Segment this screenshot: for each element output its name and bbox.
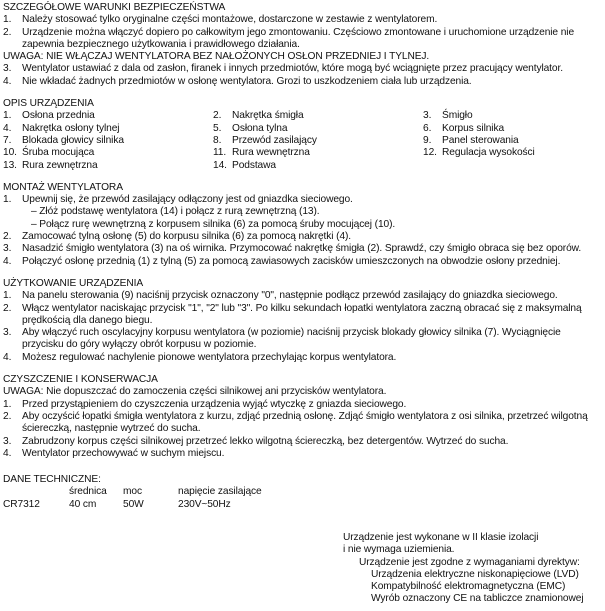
- safety-section-title: SZCZEGÓŁOWE WARUNKI BEZPIECZEŃSTWA: [3, 2, 226, 13]
- part-item: 5. Osłona tylna: [213, 122, 288, 134]
- tech-data-table: [3, 486, 603, 511]
- assembly-list: [3, 194, 603, 268]
- list-item: 2. Zamocować tylną osłonę (5) do korpusu silnika (6) za pomocą nakrętki (4).: [3, 231, 352, 243]
- list-item: 4. Wentylator przechowywać w suchym miejscu.: [3, 447, 225, 459]
- part-item: 9. Panel sterowania: [423, 134, 519, 146]
- directive-lvd: Urządzenia elektryczne niskonapięciowe (LVD): [371, 568, 579, 580]
- list-item: 1. Na panelu sterowania (9) naciśnij przycisk oznaczony "0", następnie podłącz przewód zasilający do gniazdka sieciowego.: [3, 290, 558, 302]
- part-item: 6. Korpus silnika: [423, 122, 505, 134]
- list-item-continuation: zapewnia bezpiecznego użytkowania i prawidłowego działania.: [22, 38, 300, 50]
- directive-emc: Kompatybilność elektromagnetyczna (EMC): [371, 581, 566, 593]
- table-row: [3, 499, 603, 511]
- part-item: 13. Rura zewnętrzna: [3, 159, 98, 171]
- voltage-value: 230V~50Hz: [178, 498, 231, 510]
- header-power: moc: [123, 486, 142, 498]
- grounding-text: i nie wymaga uziemienia.: [343, 544, 455, 556]
- parts-list: [3, 110, 603, 171]
- assembly-substep: – Połącz rurę wewnętrzną z korpusem silnika (6) za pomocą śruby mocującej (10).: [31, 218, 396, 230]
- list-item: 3. Aby włączyć ruch oscylacyjny korpusu wentylatora (w poziomie) naciśnij przycisk blokady głowicy silnika (7). Wyciągnięcie: [3, 327, 561, 339]
- description-section-title: OPIS URZĄDZENIA: [3, 98, 94, 110]
- tech-data-header: [3, 486, 603, 498]
- instruction-page: [3, 2, 603, 511]
- part-item: 12. Regulacja wysokości: [423, 147, 535, 159]
- safety-list: [3, 14, 603, 88]
- part-item: 4. Nakrętka osłony tylnej: [3, 122, 120, 134]
- conformity-note: [343, 532, 605, 606]
- list-item: 2. Urządzenie można włączyć dopiero po całkowitym jego zmontowaniu. Częściowo zmontowane i uruchomione urządzenie nie: [3, 26, 575, 38]
- insulation-class-text: Urządzenie jest wykonane w II klasie izolacji: [343, 532, 539, 543]
- list-item: 3. Nasadzić śmigło wentylatora (3) na oś wirnika. Przymocować nakrętkę śmigła (2). Sprawdź, czy śmigło obraca się bez oporów.: [3, 243, 582, 255]
- list-item: 3. Wentylator ustawiać z dala od zasłon, firanek i innych przedmiotów, które mogą być wciągnięte przez pracujący wentylator.: [3, 63, 563, 75]
- part-item: 11. Rura wewnętrzna: [213, 147, 310, 159]
- header-diameter: średnica: [69, 486, 107, 498]
- part-item: 14. Podstawa: [213, 159, 276, 171]
- part-item: 2. Nakrętka śmigła: [213, 110, 304, 122]
- list-item: 4. Nie wkładać żadnych przedmiotów w osłonę wentylatora. Grozi to uszkodzeniem ciała lub urządzenia.: [3, 75, 472, 87]
- header-voltage: napięcie zasilające: [178, 486, 262, 498]
- usage-list: [3, 290, 603, 364]
- assembly-section-title: MONTAŻ WENTYLATORA: [3, 181, 123, 193]
- cleaning-warning: UWAGA: Nie dopuszczać do zamoczenia części silnikowej ani przycisków wentylatora.: [3, 386, 387, 398]
- power-value: 50W: [123, 498, 144, 510]
- part-item: 10. Śruba mocująca: [3, 147, 95, 159]
- cleaning-list: [3, 386, 603, 460]
- list-item: 4. Możesz regulować nachylenie pionowe wentylatora przechylając korpus wentylatora.: [3, 351, 397, 363]
- list-item: 3. Zabrudzony korpus części silnikowej przetrzeć lekko wilgotną ściereczką, bez detergentów. Wytrzeć do sucha.: [3, 435, 509, 447]
- cleaning-section-title: CZYSZCZENIE I KONSERWACJA: [3, 374, 158, 386]
- assembly-substep: – Złóż podstawę wentylatora (14) i połącz z rurą zewnętrzną (13).: [31, 206, 320, 218]
- list-item-continuation: ściereczką, następnie wytrzeć do sucha.: [22, 423, 201, 435]
- list-item: 1. Upewnij się, że przewód zasilający odłączony jest od gniazdka sieciowego.: [3, 194, 353, 206]
- list-item-continuation: prędkością dla danego biegu.: [22, 314, 153, 326]
- safety-warning: UWAGA: NIE WŁĄCZAJ WENTYLATORA BEZ NAŁOŻONYCH OSŁON PRZEDNIEJ I TYLNEJ.: [3, 51, 430, 63]
- list-item: 2. Włącz wentylator naciskając przycisk "1", "2" lub "3". Po kilku sekundach łopatki wentylatora zaczną obracać się z maksymalną: [3, 302, 582, 314]
- part-item: 7. Blokada głowicy silnika: [3, 134, 124, 146]
- list-item: 2. Aby oczyścić łopatki śmigła wentylatora z kurzu, zdjąć przednią osłonę. Zdjąć śmigło wentylatora z osi silnika, przetrzeć wilgotną: [3, 410, 588, 422]
- diameter-value: 40 cm: [69, 498, 97, 510]
- list-item: 1. Należy stosować tylko oryginalne części montażowe, dostarczone w zestawie z wentylatorem.: [3, 14, 438, 26]
- part-item: 8. Przewód zasilający: [213, 134, 317, 146]
- list-item: 1. Przed przystąpieniem do czyszczenia urządzenia wyjąć wtyczkę z gniazda sieciowego.: [3, 398, 407, 410]
- part-item: 3. Śmigło: [423, 110, 473, 122]
- directives-intro: Urządzenie jest zgodne z wymaganiami dyrektyw:: [359, 556, 580, 568]
- tech-data-title: DANE TECHNICZNE:: [3, 474, 101, 486]
- model-code: CR7312: [3, 498, 40, 510]
- list-item: 4. Połączyć osłonę przednią (1) z tylną (5) za pomocą zawiasowych zacisków umieszczonych na obwodzie osłony przedniej.: [3, 255, 561, 267]
- directive-ce: Wyrób oznaczony CE na tabliczce znamionowej: [371, 593, 584, 605]
- usage-section-title: UŻYTKOWANIE URZĄDZENIA: [3, 277, 144, 289]
- list-item-continuation: przycisku do góry wyłączy obrót korpusu w poziomie.: [22, 339, 257, 351]
- part-item: 1. Osłona przednia: [3, 110, 95, 122]
